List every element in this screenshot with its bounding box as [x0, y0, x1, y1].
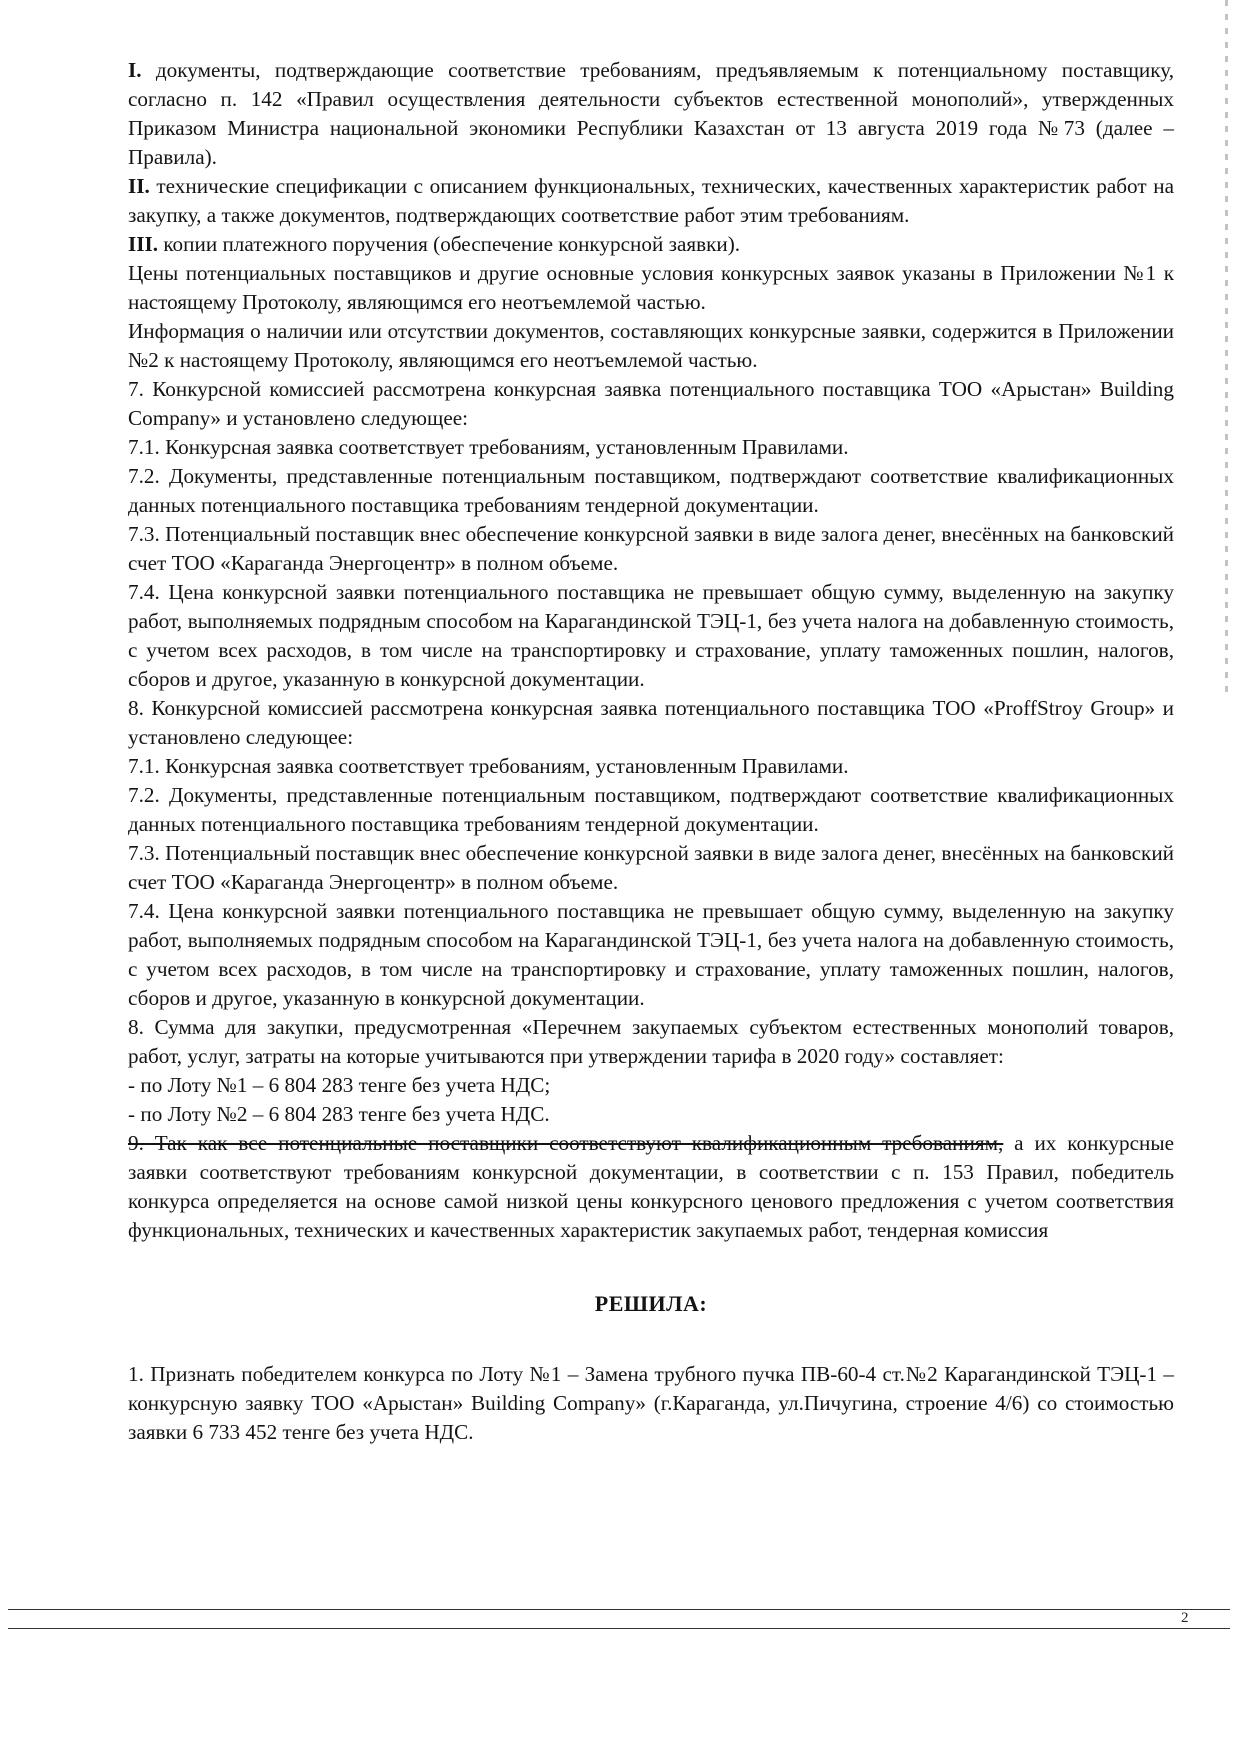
paragraph-lot1: - по Лоту №1 – 6 804 283 тенге без учета НДС;: [128, 1073, 551, 1097]
paragraph-8a-4: 7.4. Цена конкурсной заявки потенциального поставщика не превышает общую сумму, выделенную на закупку работ, выполняемых подрядным способом на Карагандинской ТЭЦ-1, без учета налога на добавленную стоимость, с учетом всех расходов, в том числе на транспортировку и страхование, уплату таможенных пошлин, налогов, сборов и другое, указанную в конкурсной документации.: [128, 899, 1174, 1010]
paragraph-7: 7. Конкурсной комиссией рассмотрена конкурсная заявка потенциального поставщика ТОО «Арыстан» Building Company» и установлено следующее:: [128, 377, 1174, 430]
paragraph-7-3: 7.3. Потенциальный поставщик внес обеспечение конкурсной заявки в виде залога денег, внесённых на банковский счет ТОО «Караганда Энергоцентр» в полном объеме.: [128, 522, 1174, 575]
paragraph-8a: 8. Конкурсной комиссией рассмотрена конкурсная заявка потенциального поставщика ТОО «ProffStroy Group» и установлено следующее:: [128, 696, 1174, 749]
paragraph-i: I. документы, подтверждающие соответствие требованиям, предъявляемым к потенциальному поставщику, согласно п. 142 «Правил осуществления деятельности субъектов естественной монополий», утвержденных Приказом Министра национальной экономики Республики Казахстан от 13 августа 2019 года №73 (далее – Правила).: [128, 58, 1174, 169]
paragraph-8b: 8. Сумма для закупки, предусмотренная «Перечнем закупаемых субъектом естественных монополий товаров, работ, услуг, затраты на которые учитываются при утверждении тарифа в 2020 году» составляет:: [128, 1015, 1174, 1068]
paragraph-7-2: 7.2. Документы, представленные потенциальным поставщиком, подтверждают соответствие квалификационных данных потенциального поставщика требованиям тендерной документации.: [128, 464, 1174, 517]
paragraph-7-1: 7.1. Конкурсная заявка соответствует требованиям, установленным Правилами.: [128, 435, 849, 459]
paragraph-8a-2: 7.2. Документы, представленные потенциальным поставщиком, подтверждают соответствие квалификационных данных потенциального поставщика требованиям тендерной документации.: [128, 783, 1174, 836]
paragraph-lot2: - по Лоту №2 – 6 804 283 тенге без учета НДС.: [128, 1102, 550, 1126]
paragraph-8a-3: 7.3. Потенциальный поставщик внес обеспечение конкурсной заявки в виде залога денег, внесённых на банковский счет ТОО «Караганда Энергоцентр» в полном объеме.: [128, 841, 1174, 894]
paragraph-iii: III. копии платежного поручения (обеспечение конкурсной заявки).: [128, 232, 741, 256]
page-number: 2: [1181, 1610, 1189, 1626]
footer-rule-top: [8, 1609, 1230, 1610]
paragraph-7-4: 7.4. Цена конкурсной заявки потенциального поставщика не превышает общую сумму, выделенную на закупку работ, выполняемых подрядным способом на Карагандинской ТЭЦ-1, без учета налога на добавленную стоимость, с учетом всех расходов, в том числе на транспортировку и страхование, уплату таможенных пошлин, налогов, сборов и другое, указанную в конкурсной документации.: [128, 580, 1174, 691]
scan-edge-marks: [1225, 0, 1228, 700]
paragraph-prices: Цены потенциальных поставщиков и другие основные условия конкурсных заявок указаны в Приложении №1 к настоящему Протоколу, являющимся его неотъемлемой частью.: [128, 261, 1174, 314]
struck-text: 9. Так как все потенциальные поставщики соответствуют квалификационным требованиям,: [128, 1131, 1004, 1155]
footer-rule-bottom: [8, 1628, 1230, 1629]
decision-paragraph: 1. Признать победителем конкурса по Лоту №1 – Замена трубного пучка ПВ-60-4 ст.№2 Карагандинской ТЭЦ-1 – конкурсную заявку ТОО «Арыстан» Building Company» (г.Караганда, ул.Пичугина, строение 4/6) со стоимостью заявки 6 733 452 тенге без учета НДС.: [128, 1362, 1174, 1444]
document-body: [128, 56, 1174, 1447]
paragraph-ii: II. технические спецификации с описанием функциональных, технических, качественных характеристик работ на закупку, а также документов, подтверждающих соответствие работ этим требованиям.: [128, 174, 1174, 227]
decision-heading: РЕШИЛА:: [594, 1291, 708, 1316]
paragraph-8a-1: 7.1. Конкурсная заявка соответствует требованиям, установленным Правилами.: [128, 754, 849, 778]
paragraph-9: 9. Так как все потенциальные поставщики соответствуют квалификационным требованиям, а их конкурсные заявки соответствуют требованиям конкурсной документации, в соответствии с п. 153 Правил, победитель конкурса определяется на основе самой низкой цены конкурсного ценового предложения с учетом соответствия функциональных, технических и качественных характеристик закупаемых работ, тендерная комиссия: [128, 1131, 1174, 1242]
paragraph-info: Информация о наличии или отсутствии документов, составляющих конкурсные заявки, содержится в Приложении №2 к настоящему Протоколу, являющимся его неотъемлемой частью.: [128, 319, 1174, 372]
